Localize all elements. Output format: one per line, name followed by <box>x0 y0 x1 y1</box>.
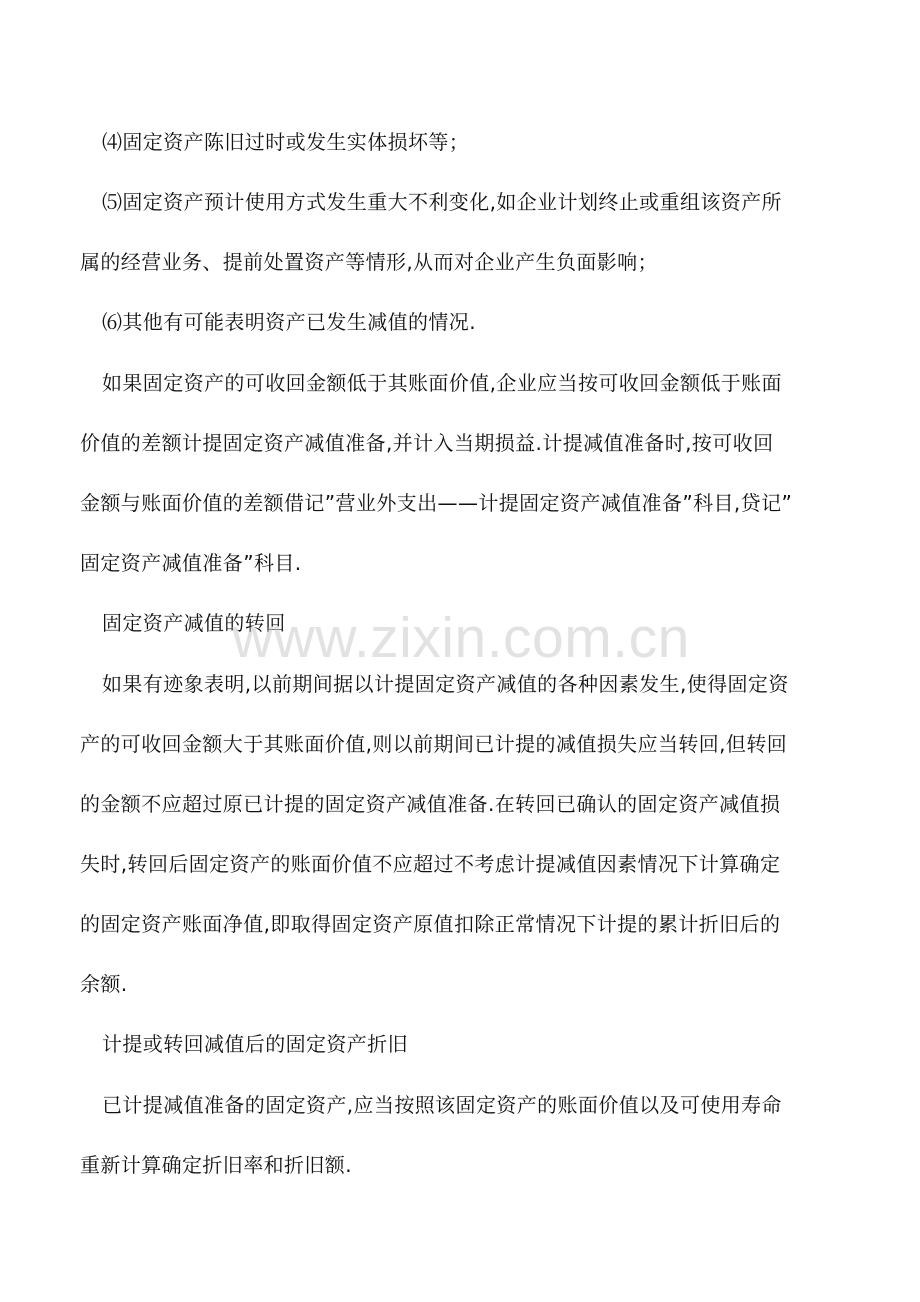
text-line: 如果有迹象表明,以前期间据以计提固定资产减值的各种因素发生,使得固定资 <box>102 672 789 696</box>
text-line: ⑷固定资产陈旧过时或发生实体损坏等； <box>102 130 470 154</box>
text-line: 失时,转回后固定资产的账面价值不应超过不考虑计提减值因素情况下计算确定 <box>80 852 781 876</box>
text-line: 余额. <box>80 972 128 996</box>
text-line: 重新计算确定折旧率和折旧额. <box>80 1153 352 1177</box>
text-line: ⑹其他有可能表明资产已发生减值的情况. <box>102 310 476 334</box>
text-line: 属的经营业务、提前处置资产等情形,从而对企业产生负面影响； <box>80 250 658 274</box>
text-line: 如果固定资产的可收回金额低于其账面价值,企业应当按可收回金额低于账面 <box>102 371 782 395</box>
text-line: 的金额不应超过原已计提的固定资产减值准备.在转回已确认的固定资产减值损 <box>80 792 781 816</box>
text-line: 产的可收回金额大于其账面价值,则以前期间已计提的减值损失应当转回,但转回 <box>80 732 788 756</box>
text-line: 价值的差额计提固定资产减值准备,并计入当期损益.计提减值准备时,按可收回 <box>80 431 774 455</box>
text-line: 金额与账面价值的差额借记”营业外支出——计提固定资产减值准备”科目,贷记” <box>80 491 793 515</box>
watermark: www.zixin.com.cn <box>232 606 690 670</box>
section-heading: 固定资产减值的转回 <box>102 611 286 635</box>
text-line: 固定资产减值准备”科目. <box>80 551 302 575</box>
section-heading: 计提或转回减值后的固定资产折旧 <box>102 1032 408 1056</box>
text-line: 已计提减值准备的固定资产,应当按照该固定资产的账面价值以及可使用寿命 <box>102 1093 782 1117</box>
text-line: 的固定资产账面净值,即取得固定资产原值扣除正常情况下计提的累计折旧后的 <box>80 912 781 936</box>
text-line: ⑸固定资产预计使用方式发生重大不利变化,如企业计划终止或重组该资产所 <box>102 190 782 214</box>
